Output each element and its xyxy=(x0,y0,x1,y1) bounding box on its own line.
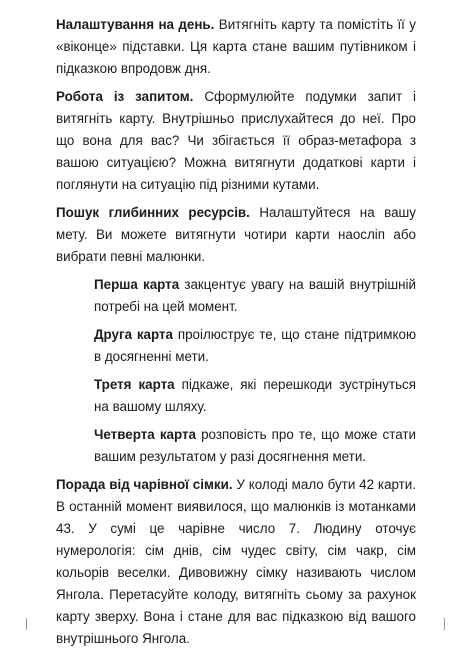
paragraph-lead: Порада від чарівної сімки. xyxy=(56,477,233,492)
paragraph-text: проілюструє те, що стане підтримкою в досягненні мети. xyxy=(94,327,416,364)
paragraph-lead: Пошук глибинних ресурсів. xyxy=(56,205,250,220)
crop-mark-right xyxy=(444,618,445,630)
paragraph-lead: Друга карта xyxy=(94,327,173,342)
paragraph-fourth-card xyxy=(56,424,416,468)
paragraph-text: Витягніть карту та помістіть її у «віконце» підставки. Ця карта стане вашим путівником і підказкою впродовж дня. xyxy=(56,17,416,76)
paragraph-text: підкаже, які перешкоди зустрінуться на вашому шляху. xyxy=(94,377,416,414)
paragraph-lead: Налаштування на день. xyxy=(56,17,215,32)
paragraph-deep-resources xyxy=(56,202,416,268)
paragraph-text: Налаштуйтеся на вашу мету. Ви можете витягнути чотири карти наосліп або вибрати певні малюнки. xyxy=(56,205,416,264)
paragraph-first-card xyxy=(56,274,416,318)
paragraph-second-card xyxy=(56,324,416,368)
paragraph-text: У колоді мало бути 42 карти. В останній момент виявилося, що малюнків із мотанками 43. У сумі це чарівне число 7. Людину оточує нумерологія: сім днів, сім чудес світу, сім чакр, сім кольорів веселки. Дивовижну сімку називають числом Янгола. Перетасуйте колоду, витягніть сьому за рахунок карту зверху. Вона і стане для вас підказкою від вашого внутрішнього Янгола. xyxy=(56,477,416,646)
crop-mark-left xyxy=(26,618,27,630)
paragraph-request-work xyxy=(56,86,416,196)
paragraph-text: Сформулюйте подумки запит і витягніть карту. Внутрішньо прислухайтеся до неї. Про що вона для вас? Чи збігається її образ-метафора з вашою ситуацією? Можна витягнути додаткові карти і поглянути на ситуацію під різними кутами. xyxy=(56,89,416,192)
paragraph-lead: Третя карта xyxy=(94,377,175,392)
page-body xyxy=(56,14,416,656)
paragraph-text: закцентує увагу на вашій внутрішній потребі на цей момент. xyxy=(94,277,416,314)
paragraph-day-setup xyxy=(56,14,416,80)
paragraph-lead: Четверта карта xyxy=(94,427,196,442)
paragraph-lead: Робота із запитом. xyxy=(56,89,194,104)
paragraph-text: розповість про те, що може стати вашим результатом у разі досягнення мети. xyxy=(94,427,416,464)
paragraph-third-card xyxy=(56,374,416,418)
paragraph-magic-seven xyxy=(56,474,416,650)
paragraph-lead: Перша карта xyxy=(94,277,180,292)
